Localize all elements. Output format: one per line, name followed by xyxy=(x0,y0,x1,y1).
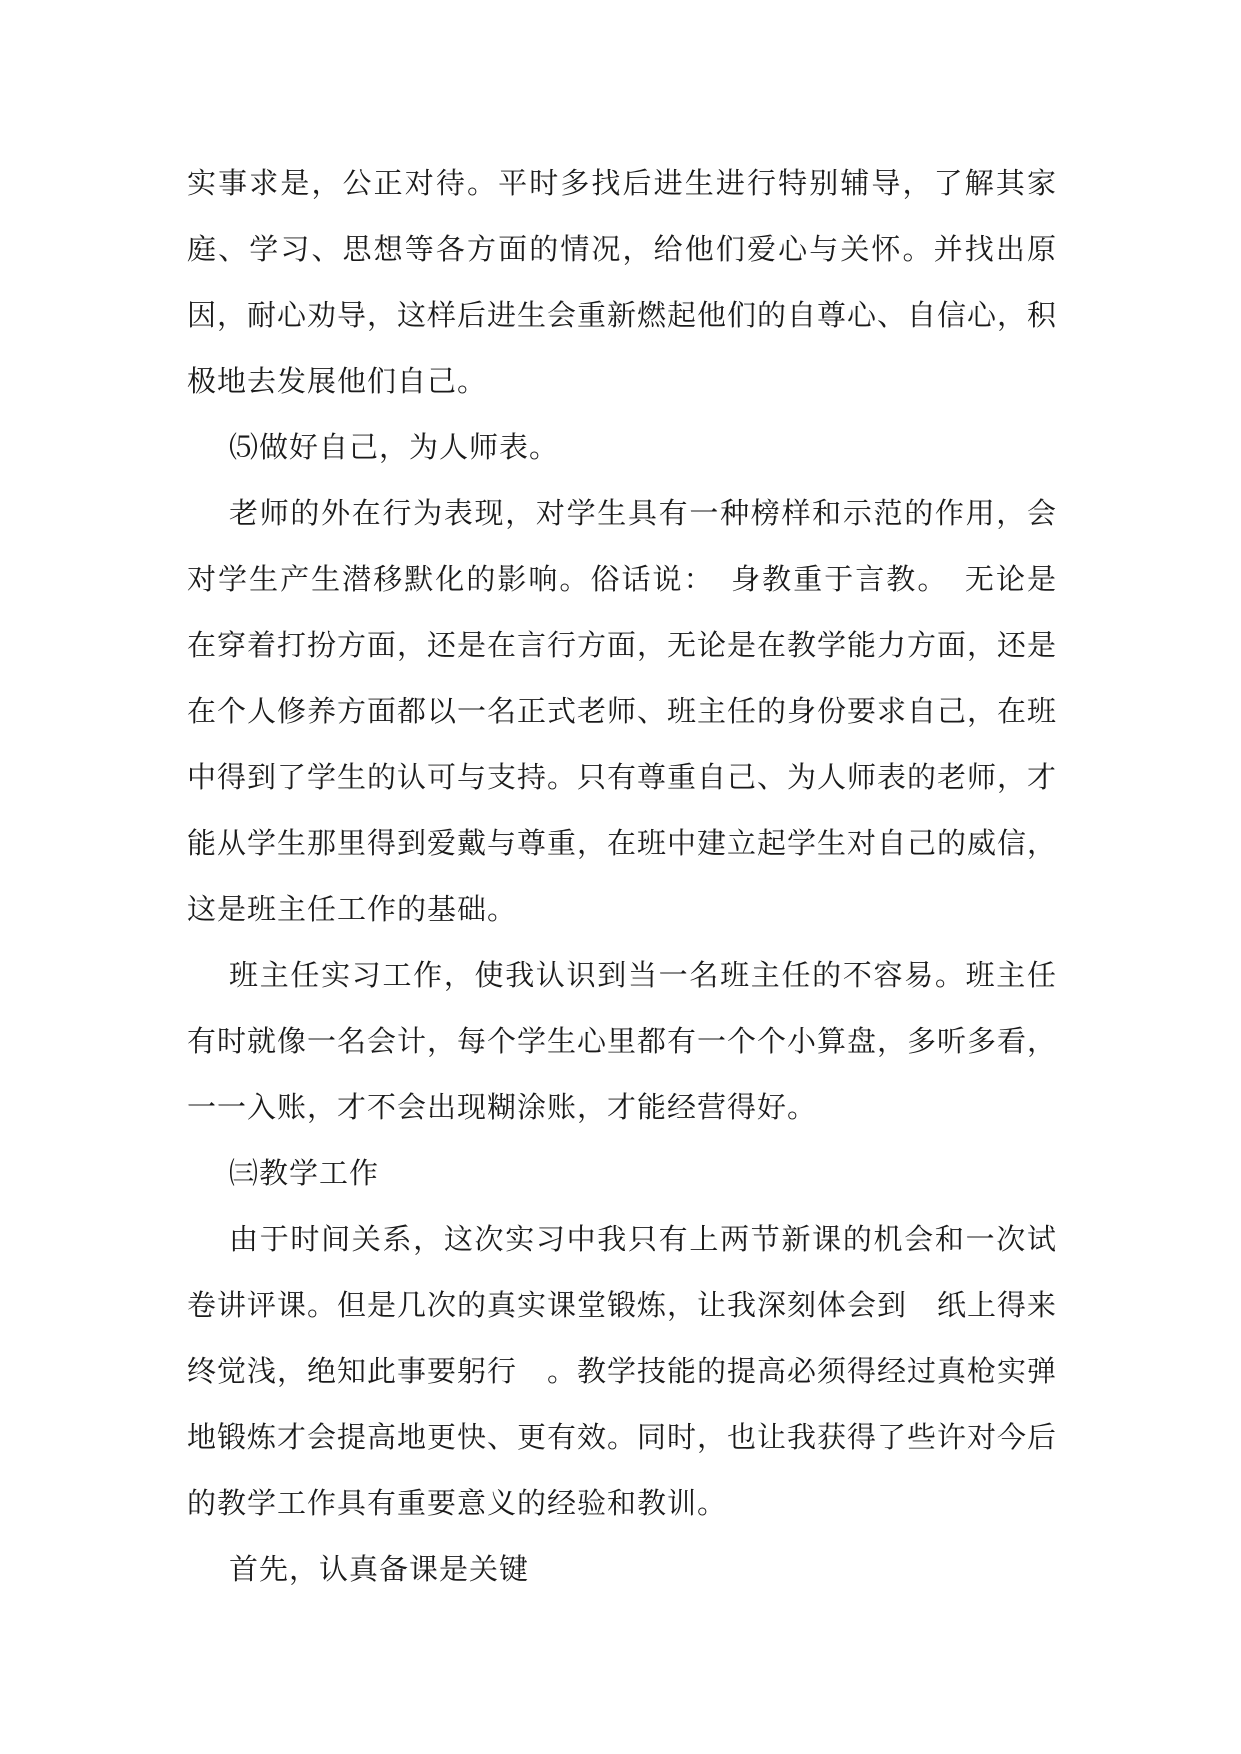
paragraph-4: 班主任实习工作，使我认识到当一名班主任的不容易。班主任有时就像一名会计，每个学生心里都有一个个小算盘，多听多看，一一入账，才不会出现糊涂账，才能经营得好。 xyxy=(187,958,1058,1124)
paragraph-7: 首先，认真备课是关键 xyxy=(229,1552,530,1586)
paragraph-2: ⑸做好自己，为人师表。 xyxy=(229,430,560,464)
paragraph-6: 由于时间关系，这次实习中我只有上两节新课的机会和一次试卷讲评课。但是几次的真实课堂锻炼，让我深刻体会到 纸上得来终觉浅，绝知此事要躬行 。教学技能的提高必须得经过真枪实弹地锻炼才会提高地更快、更有效。同时，也让我获得了些许对今后的教学工作具有重要意义的经验和教训。 xyxy=(187,1222,1058,1520)
document-body xyxy=(187,150,1057,1602)
paragraph-3: 老师的外在行为表现，对学生具有一种榜样和示范的作用，会对学生产生潜移默化的影响。俗话说： 身教重于言教。 无论是在穿着打扮方面，还是在言行方面，无论是在教学能力方面，还是在个人修养方面都以一名正式老师、班主任的身份要求自己，在班中得到了学生的认可与支持。只有尊重自己、为人师表的老师，才能从学生那里得到爱戴与尊重，在班中建立起学生对自己的威信，这是班主任工作的基础。 xyxy=(187,496,1058,926)
paragraph-5: ㈢教学工作 xyxy=(229,1156,380,1190)
paragraph-1: 实事求是，公正对待。平时多找后进生进行特别辅导，了解其家庭、学习、思想等各方面的情况，给他们爱心与关怀。并找出原因，耐心劝导，这样后进生会重新燃起他们的自尊心、自信心，积极地去发展他们自己。 xyxy=(187,166,1058,398)
